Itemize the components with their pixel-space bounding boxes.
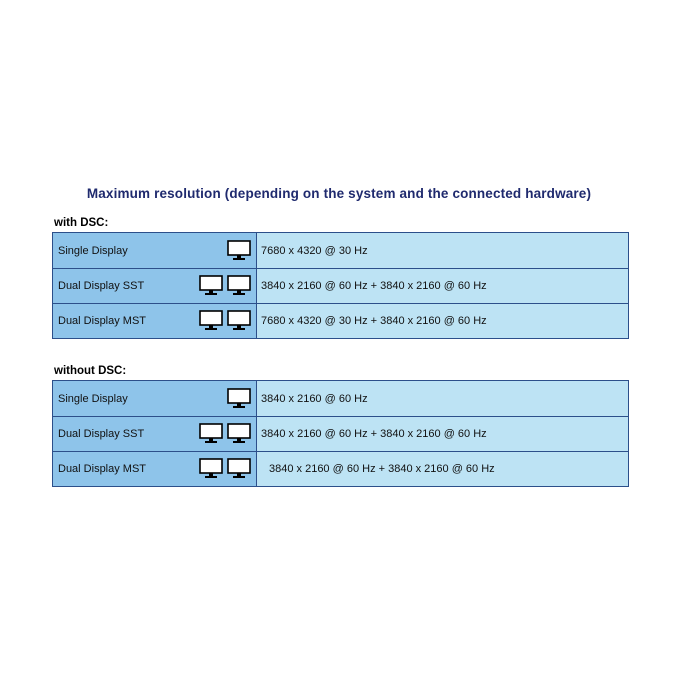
monitor-icon (227, 240, 251, 262)
table-row (53, 451, 628, 486)
monitor-icon (227, 423, 251, 445)
table-row (53, 233, 628, 268)
mode-label: Single Display (58, 244, 128, 257)
value-cell (257, 269, 628, 303)
monitor-icon (227, 458, 251, 480)
resolution-table-without-dsc (52, 380, 629, 487)
monitor-icons (227, 240, 251, 262)
mode-cell (53, 417, 257, 451)
mode-label: Dual Display SST (58, 280, 145, 292)
value-cell (257, 304, 628, 338)
mode-label: Single Display (58, 392, 128, 405)
resolution-table-with-dsc (52, 232, 629, 339)
monitor-icons (199, 310, 251, 332)
resolution-value: 3840 x 2160 @ 60 Hz (261, 392, 368, 405)
mode-cell (53, 269, 257, 303)
resolution-value: 7680 x 4320 @ 30 Hz (261, 244, 368, 257)
resolution-value: 3840 x 2160 @ 60 Hz + 3840 x 2160 @ 60 Hz (261, 428, 487, 440)
mode-cell (53, 233, 257, 268)
mode-cell (53, 381, 257, 416)
monitor-icon (199, 458, 223, 480)
resolution-value: 3840 x 2160 @ 60 Hz + 3840 x 2160 @ 60 Hz (261, 280, 487, 292)
mode-cell (53, 452, 257, 486)
value-cell (257, 417, 628, 451)
monitor-icon (227, 388, 251, 410)
monitor-icon (199, 275, 223, 297)
value-cell (257, 452, 628, 486)
monitor-icon (199, 310, 223, 332)
table-row (53, 381, 628, 416)
table-row (53, 303, 628, 338)
value-cell (257, 381, 628, 416)
monitor-icons (227, 388, 251, 410)
monitor-icon (199, 423, 223, 445)
mode-cell (53, 304, 257, 338)
page-title: Maximum resolution (depending on the system and the connected hardware) (86, 186, 592, 201)
monitor-icon (227, 310, 251, 332)
monitor-icons (199, 275, 251, 297)
value-cell (257, 233, 628, 268)
monitor-icons (199, 458, 251, 480)
table-row (53, 268, 628, 303)
mode-label: Dual Display SST (58, 428, 145, 440)
resolution-value: 7680 x 4320 @ 30 Hz + 3840 x 2160 @ 60 Hz (261, 315, 487, 327)
table-row (53, 416, 628, 451)
mode-label: Dual Display MST (58, 463, 147, 475)
section-label-with-dsc: with DSC: (54, 217, 109, 229)
monitor-icons (199, 423, 251, 445)
mode-label: Dual Display MST (58, 315, 147, 327)
section-label-without-dsc: without DSC: (54, 365, 127, 377)
monitor-icon (227, 275, 251, 297)
resolution-value: 3840 x 2160 @ 60 Hz + 3840 x 2160 @ 60 Hz (269, 463, 495, 475)
